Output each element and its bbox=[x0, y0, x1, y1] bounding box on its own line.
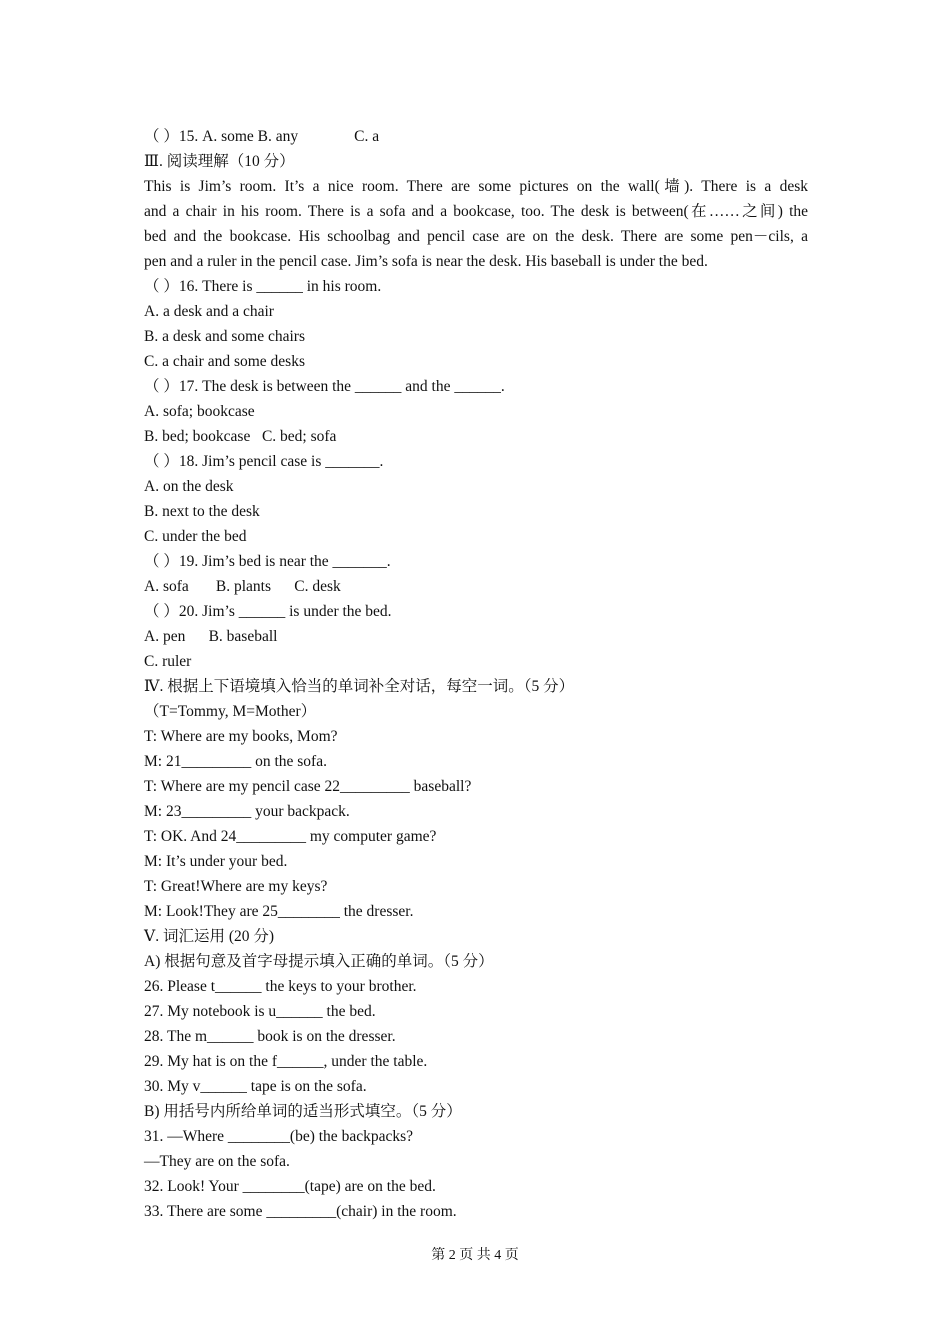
question-18-option-b: B. next to the desk bbox=[144, 503, 260, 520]
question-20: （ ）20. Jim’s ______ is under the bed. bbox=[144, 603, 392, 620]
section-3-title: Ⅲ. 阅读理解（10 分） bbox=[144, 153, 295, 170]
dialogue-line: T: OK. And 24_________ my computer game? bbox=[144, 828, 437, 845]
question-15-stem: （ ）15. A. some B. any bbox=[144, 128, 299, 145]
passage-line-4: pen and a ruler in the pencil case. Jim’s sofa is near the desk. His baseball is under the bed. bbox=[144, 253, 708, 270]
dialogue-line: T: Where are my pencil case 22_________ baseball? bbox=[144, 778, 472, 795]
dialogue-line: M: 23_________ your backpack. bbox=[144, 803, 350, 820]
section-4-title: Ⅳ. 根据上下语境填入恰当的单词补全对话，每空一词。（5 分） bbox=[144, 678, 575, 695]
part-b-item-31-answer: —They are on the sofa. bbox=[144, 1153, 290, 1170]
part-b-item-32: 32. Look! Your ________(tape) are on the bed. bbox=[144, 1178, 436, 1195]
passage-line-2: and a chair in his room. There is a sofa and a bookcase, too. The desk is between(在……之间) the bbox=[144, 203, 808, 220]
part-a-title: A) 根据句意及首字母提示填入正确的单词。（5 分） bbox=[144, 953, 494, 970]
part-a-item-30: 30. My v______ tape is on the sofa. bbox=[144, 1078, 367, 1095]
question-20-options-ab: A. pen B. baseball bbox=[144, 628, 278, 645]
passage-line-3: bed and the bookcase. His schoolbag and pencil case are on the desk. There are some pen－cils, a bbox=[144, 228, 808, 245]
question-15-option-c: C. a bbox=[354, 128, 380, 145]
question-15 bbox=[144, 124, 808, 149]
dialogue-line: T: Great!Where are my keys? bbox=[144, 878, 328, 895]
question-16-option-c: C. a chair and some desks bbox=[144, 353, 305, 370]
question-19: （ ）19. Jim’s bed is near the _______. bbox=[144, 553, 391, 570]
part-a-item-26: 26. Please t______ the keys to your brother. bbox=[144, 978, 417, 995]
dialogue-line: M: It’s under your bed. bbox=[144, 853, 288, 870]
part-a-item-28: 28. The m______ book is on the dresser. bbox=[144, 1028, 396, 1045]
dialogue-line: M: Look!They are 25________ the dresser. bbox=[144, 903, 414, 920]
question-16: （ ）16. There is ______ in his room. bbox=[144, 278, 382, 295]
question-17-options-bc: B. bed; bookcase C. bed; sofa bbox=[144, 428, 337, 445]
reading-passage bbox=[144, 174, 808, 274]
part-a-item-27: 27. My notebook is u______ the bed. bbox=[144, 1003, 376, 1020]
part-b-item-33: 33. There are some _________(chair) in the room. bbox=[144, 1203, 457, 1220]
question-19-options: A. sofa B. plants C. desk bbox=[144, 578, 341, 595]
question-20-option-c: C. ruler bbox=[144, 653, 192, 670]
question-18: （ ）18. Jim’s pencil case is _______. bbox=[144, 453, 384, 470]
part-b-item-31: 31. —Where ________(be) the backpacks? bbox=[144, 1128, 413, 1145]
question-18-option-a: A. on the desk bbox=[144, 478, 234, 495]
part-b-title: B) 用括号内所给单词的适当形式填空。（5 分） bbox=[144, 1103, 462, 1120]
question-18-option-c: C. under the bed bbox=[144, 528, 247, 545]
dialogue-line: T: Where are my books, Mom? bbox=[144, 728, 338, 745]
question-16-option-a: A. a desk and a chair bbox=[144, 303, 274, 320]
question-17: （ ）17. The desk is between the ______ and the ______. bbox=[144, 378, 505, 395]
page-footer: 第 2 页 共 4 页 bbox=[431, 1248, 519, 1263]
section-5-title: Ⅴ. 词汇运用 (20 分) bbox=[144, 928, 275, 945]
dialogue-line: M: 21_________ on the sofa. bbox=[144, 753, 327, 770]
part-a-item-29: 29. My hat is on the f______, under the table. bbox=[144, 1053, 428, 1070]
question-17-option-a: A. sofa; bookcase bbox=[144, 403, 255, 420]
question-16-option-b: B. a desk and some chairs bbox=[144, 328, 305, 345]
dialogue-legend: （T=Tommy, M=Mother） bbox=[144, 703, 317, 720]
passage-line-1: This is Jim’s room. It’s a nice room. There are some pictures on the wall(墙). There is a desk bbox=[144, 178, 808, 195]
